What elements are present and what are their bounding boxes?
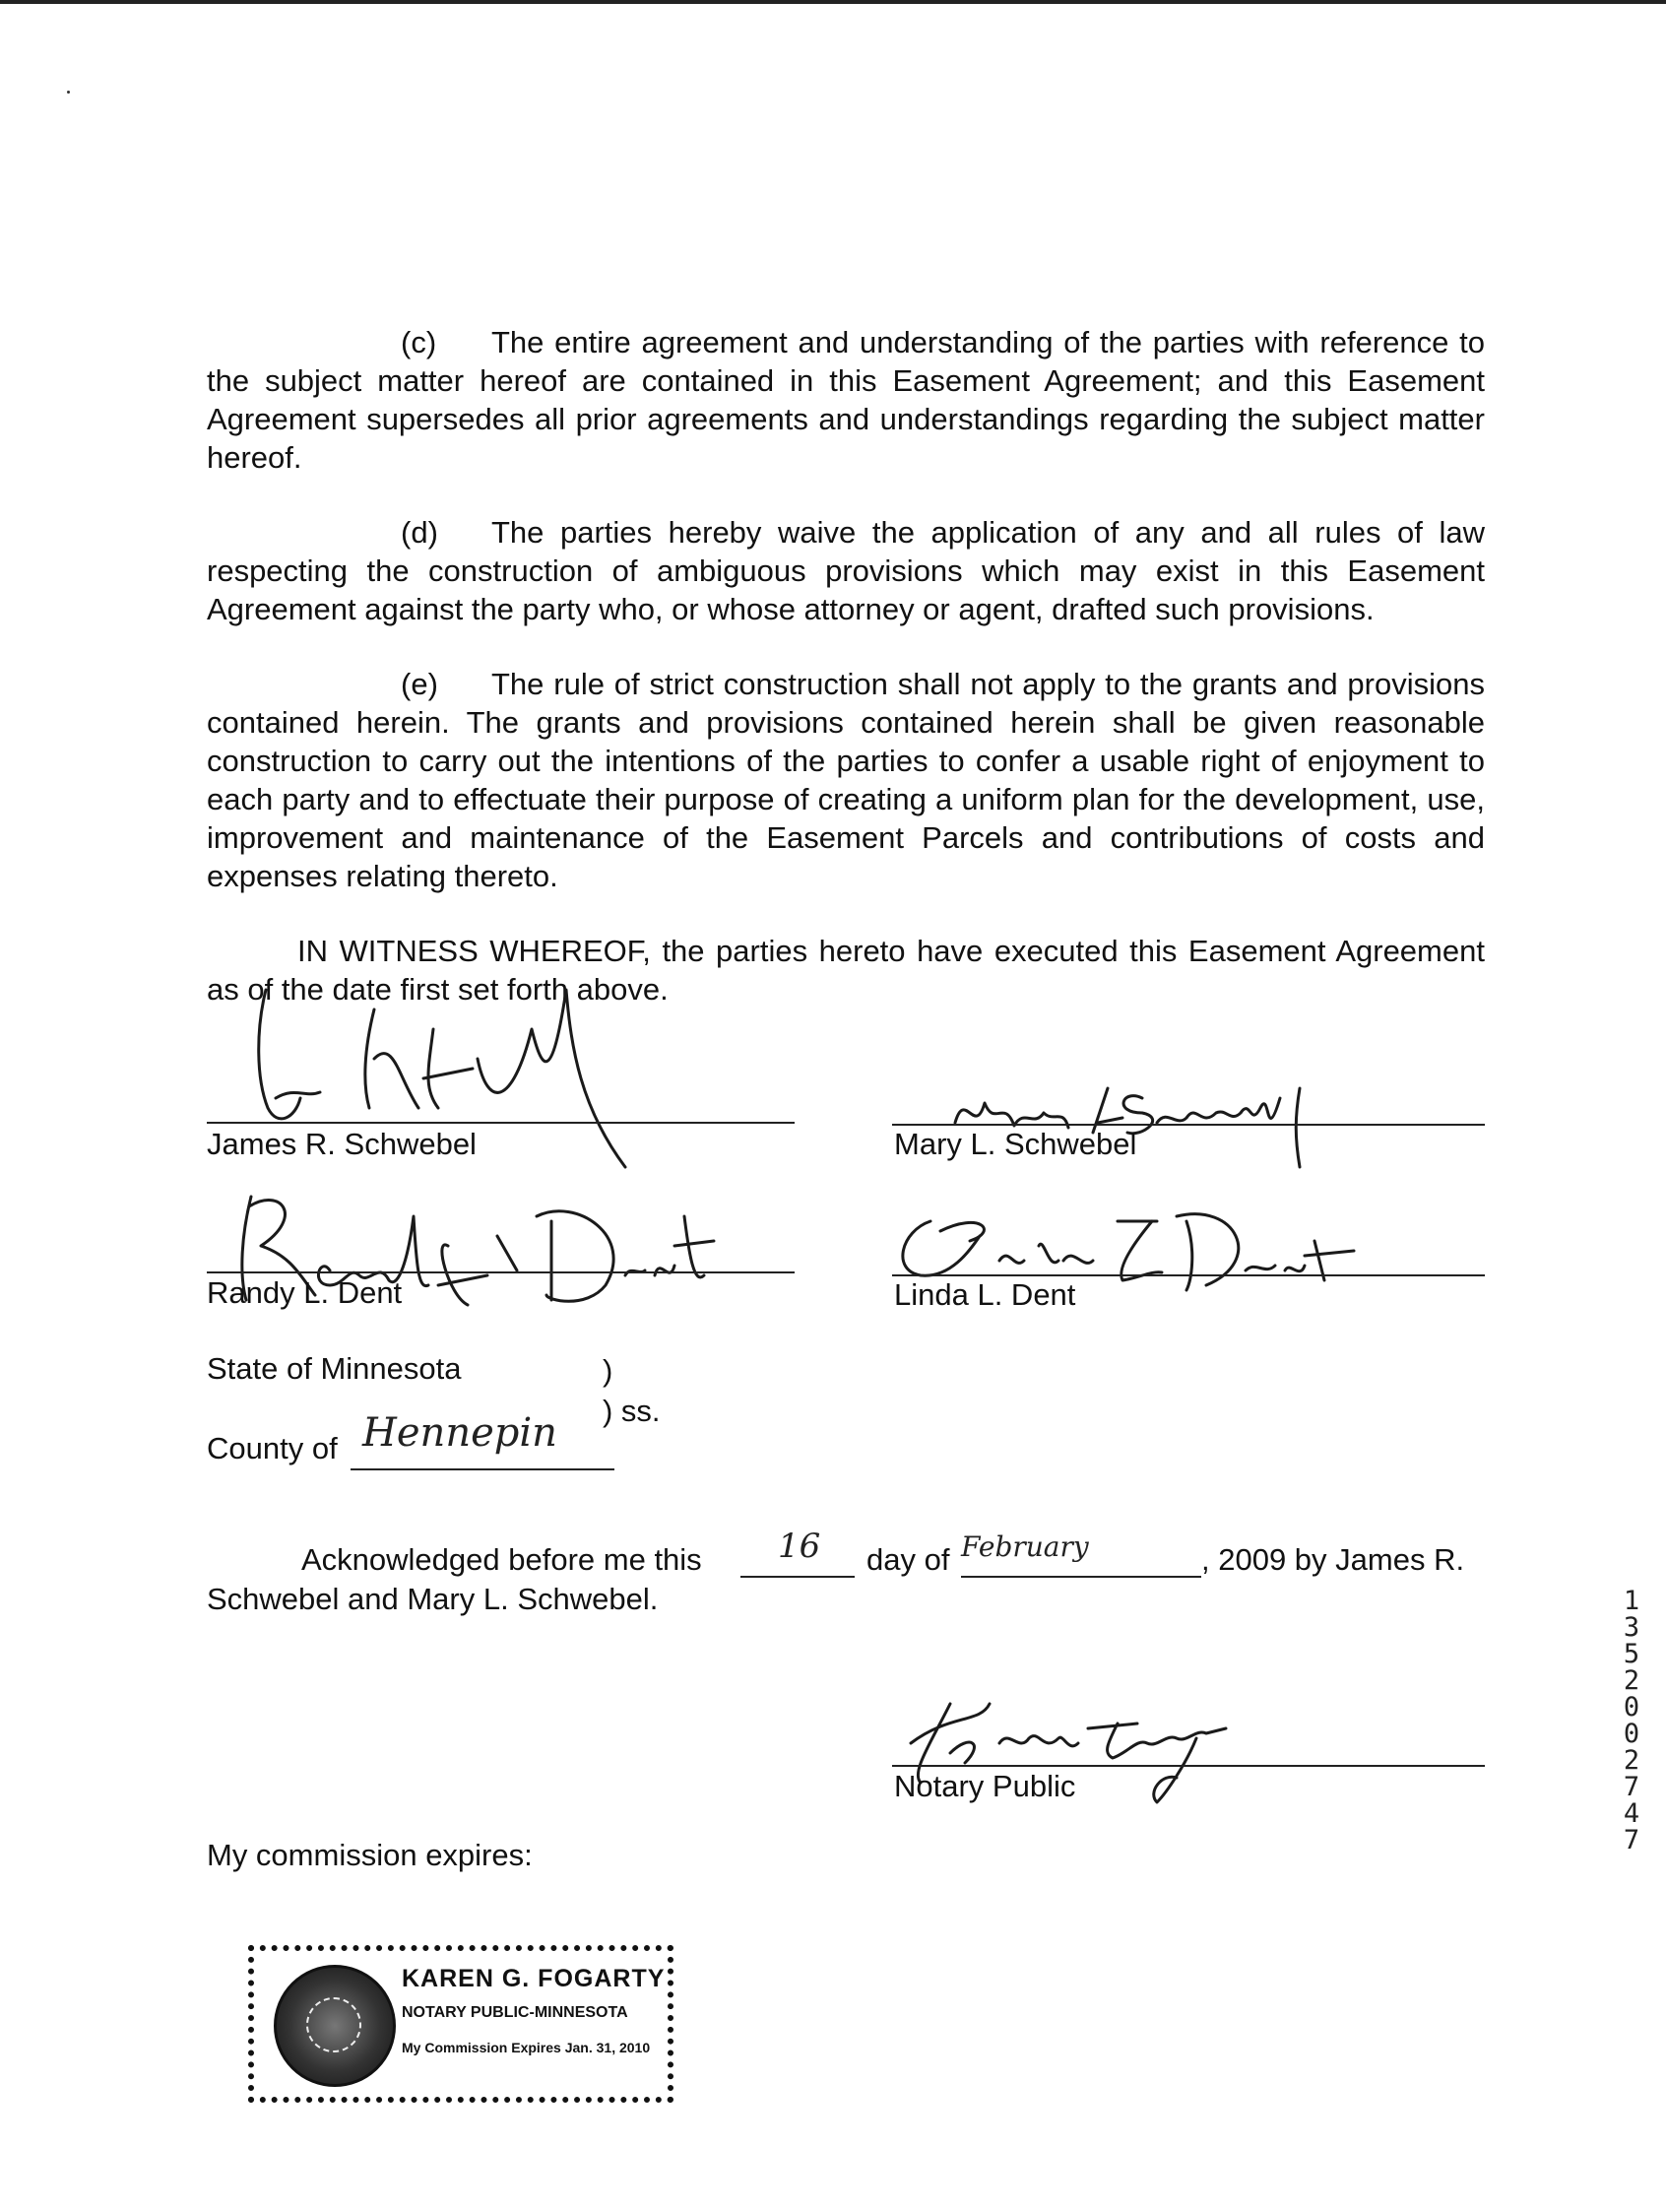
ack-month-line — [961, 1576, 1201, 1578]
ack-prefix: Acknowledged before me this — [301, 1542, 702, 1577]
mary-name: Mary L. Schwebel — [894, 1127, 1137, 1161]
state-label: State of Minnesota — [207, 1351, 462, 1386]
paragraph-d-text: The parties hereby waive the application of any and all rules of law respecting the construction of ambiguous provisions which may exist in this Easement Agreement against the party who, or whose attorney or agent, drafted such provisions. — [207, 515, 1485, 626]
notary-signature-line — [892, 1765, 1485, 1767]
randy-name: Randy L. Dent — [207, 1275, 403, 1310]
venue-ss: ) ss. — [603, 1394, 661, 1428]
witness-text: the parties hereto have executed this Easement Agreement as of the date first set forth above. — [207, 934, 1485, 1007]
county-line — [351, 1468, 614, 1470]
paragraph-d — [207, 513, 1485, 628]
paragraph-c — [207, 323, 1485, 477]
james-signature-line — [207, 1122, 795, 1124]
james-name: James R. Schwebel — [207, 1127, 477, 1161]
ack-line2: Schwebel and Mary L. Schwebel. — [207, 1582, 659, 1616]
state-seal-emblem — [274, 1965, 396, 2087]
venue-paren: ) — [603, 1353, 613, 1388]
notary-label: Notary Public — [894, 1769, 1076, 1803]
mary-signature-line — [892, 1124, 1485, 1126]
scan-edge-line — [0, 0, 1666, 4]
paragraph-c-text: The entire agreement and understanding of the parties with reference to the subject matter hereof are contained in this Easement Agreement; and this Easement Agreement supersedes all prior agreements and understandings regarding the subject matter hereof. — [207, 325, 1485, 475]
paragraph-e — [207, 665, 1485, 895]
ack-month: February — [961, 1530, 1089, 1563]
ack-day-of: day of — [866, 1542, 950, 1577]
seal-notary-name: KAREN G. FOGARTY — [402, 1965, 666, 1992]
ack-day-line — [740, 1576, 855, 1578]
paragraph-c-label: (c) — [401, 325, 437, 359]
notary-seal-stamp — [248, 1945, 673, 2103]
linda-signature-line — [892, 1274, 1485, 1276]
paragraph-e-text: The rule of strict construction shall not apply to the grants and provisions contained herein. The grants and provisions contained herein shall be given reasonable construction to carry out the intentions of the parties to confer a usable right of enjoyment to each party and to effectuate their purpose of creating a uniform plan for the development, use, improvement and maintenance of the Easement Parcels and contributions of costs and expenses relating thereto. — [207, 667, 1485, 893]
paragraph-d-label: (d) — [401, 515, 438, 550]
ack-suffix: , 2009 by James R. — [1201, 1542, 1465, 1577]
randy-signature-line — [207, 1271, 795, 1273]
county-label: County of — [207, 1431, 338, 1465]
seal-notary-title: NOTARY PUBLIC-MINNESOTA — [402, 2004, 628, 2021]
document-number: 13520 02747 — [1623, 1586, 1640, 1855]
seal-commission-expiry: My Commission Expires Jan. 31, 2010 — [402, 2040, 651, 2055]
linda-name: Linda L. Dent — [894, 1277, 1076, 1312]
scan-speck — [67, 91, 70, 94]
paragraph-e-label: (e) — [401, 667, 438, 701]
county-value: Hennepin — [362, 1410, 557, 1456]
commission-label: My commission expires: — [207, 1838, 533, 1872]
witness-lead: IN WITNESS WHEREOF, — [297, 934, 651, 968]
ack-day: 16 — [778, 1527, 821, 1566]
